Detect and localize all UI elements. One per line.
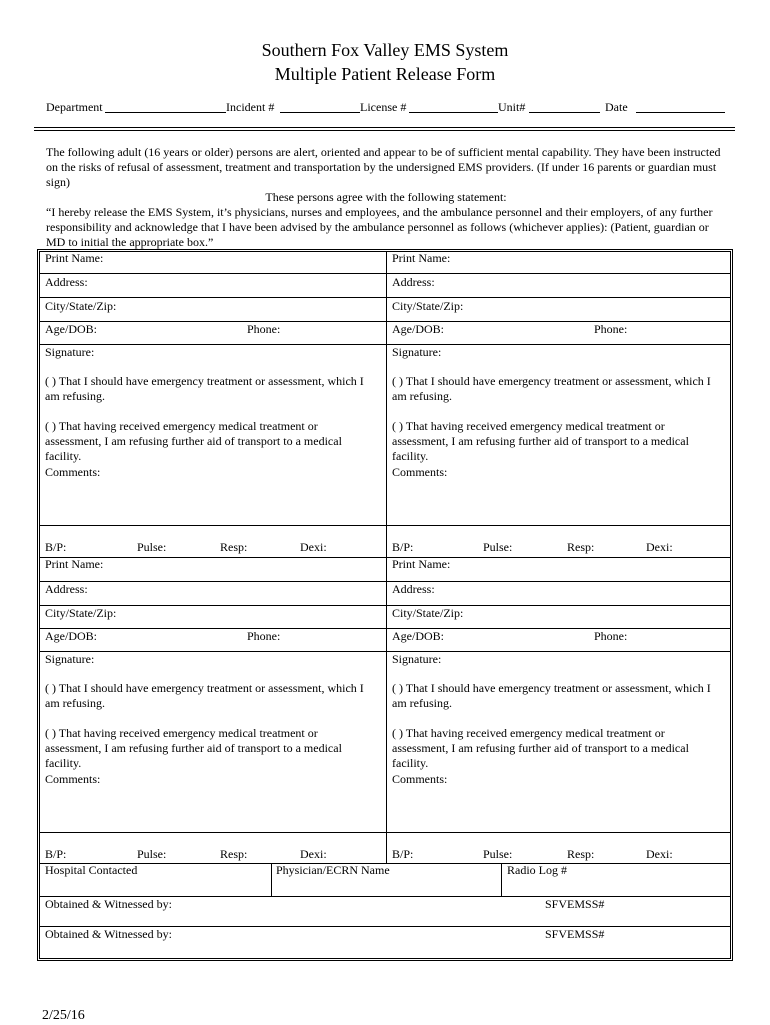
row-rule (40, 605, 730, 606)
p4-bp[interactable]: B/P: (392, 847, 414, 861)
row-rule (40, 344, 730, 345)
unit-field[interactable] (529, 112, 600, 113)
p2-pulse[interactable]: Pulse: (483, 540, 513, 554)
p1-city-state-zip[interactable]: City/State/Zip: (45, 299, 117, 313)
p2-resp[interactable]: Resp: (567, 540, 595, 554)
p2-address[interactable]: Address: (392, 275, 435, 289)
p4-dexi[interactable]: Dexi: (646, 847, 673, 861)
header-rule-bottom (34, 130, 735, 131)
p3-comments[interactable]: Comments: (45, 772, 101, 786)
p2-dexi[interactable]: Dexi: (646, 540, 673, 554)
obtained-witnessed-1[interactable]: Obtained & Witnessed by: (45, 897, 172, 911)
department-label: Department (46, 100, 103, 114)
p3-pulse[interactable]: Pulse: (137, 847, 167, 861)
row-rule (40, 832, 730, 833)
p2-option-refuse-treatment[interactable]: ( ) That I should have emergency treatment or assessment, which I am refusing. (392, 374, 711, 403)
radio-log[interactable]: Radio Log # (507, 863, 567, 877)
p4-city-state-zip[interactable]: City/State/Zip: (392, 606, 464, 620)
p1-bp[interactable]: B/P: (45, 540, 67, 554)
p4-pulse[interactable]: Pulse: (483, 847, 513, 861)
p1-pulse[interactable]: Pulse: (137, 540, 167, 554)
p2-city-state-zip[interactable]: City/State/Zip: (392, 299, 464, 313)
p3-resp[interactable]: Resp: (220, 847, 248, 861)
p2-comments[interactable]: Comments: (392, 465, 448, 479)
p1-address[interactable]: Address: (45, 275, 88, 289)
p1-signature[interactable]: Signature: (45, 345, 95, 359)
p2-phone[interactable]: Phone: (594, 322, 628, 336)
intro-paragraph: The following adult (16 years or older) persons are alert, oriented and appear to be of sufficient mental capability. They have been instructed on the risks of refusal of assessment, treatment and transportation by the undersigned EMS providers. (If under 16 parents or guardian must sign) (46, 145, 721, 189)
row-rule (40, 581, 730, 582)
header-fields (46, 99, 736, 115)
sfvemss-number-1[interactable]: SFVEMSS# (545, 897, 605, 911)
row-rule (40, 651, 730, 652)
p4-option-refuse-treatment[interactable]: ( ) That I should have emergency treatment or assessment, which I am refusing. (392, 681, 711, 710)
p3-dexi[interactable]: Dexi: (300, 847, 327, 861)
p4-comments[interactable]: Comments: (392, 772, 448, 786)
obtained-witnessed-2[interactable]: Obtained & Witnessed by: (45, 927, 172, 941)
hospital-contacted[interactable]: Hospital Contacted (45, 863, 138, 877)
row-rule (40, 273, 730, 274)
p4-print-name[interactable]: Print Name: (392, 557, 451, 571)
department-field[interactable] (105, 112, 226, 113)
sfvemss-number-2[interactable]: SFVEMSS# (545, 927, 605, 941)
p3-option-refuse-treatment[interactable]: ( ) That I should have emergency treatment or assessment, which I am refusing. (45, 681, 364, 710)
row-rule (40, 557, 730, 558)
column-rule (501, 863, 502, 896)
date-label: Date (605, 100, 628, 114)
license-field[interactable] (409, 112, 498, 113)
p1-age-dob[interactable]: Age/DOB: (45, 322, 97, 336)
unit-label: Unit# (498, 100, 526, 114)
revision-date: 2/25/16 (42, 1008, 85, 1023)
p1-print-name[interactable]: Print Name: (45, 251, 104, 265)
p3-print-name[interactable]: Print Name: (45, 557, 104, 571)
p2-print-name[interactable]: Print Name: (392, 251, 451, 265)
p3-bp[interactable]: B/P: (45, 847, 67, 861)
column-rule (271, 863, 272, 896)
release-quote: “I hereby release the EMS System, it’s physicians, nurses and employees, and the ambulance personnel and their employers, of any further responsibility and acknowledge that I have been advised by the ambulance personnel as follows (whichever applies): (Patient, guardian or MD to initial the appropriate box.” (46, 205, 713, 249)
p4-resp[interactable]: Resp: (567, 847, 595, 861)
row-rule (40, 297, 730, 298)
date-field[interactable] (636, 112, 725, 113)
incident-label: Incident # (226, 100, 275, 114)
header-rule-top (34, 127, 735, 128)
p1-phone[interactable]: Phone: (247, 322, 281, 336)
p2-signature[interactable]: Signature: (392, 345, 442, 359)
p4-option-refuse-transport[interactable]: ( ) That having received emergency medical treatment or assessment, I am refusing further aid of transport to a medical facility. (392, 726, 689, 770)
p4-address[interactable]: Address: (392, 582, 435, 596)
p3-option-refuse-transport[interactable]: ( ) That having received emergency medical treatment or assessment, I am refusing further aid of transport to a medical facility. (45, 726, 342, 770)
p2-option-refuse-transport[interactable]: ( ) That having received emergency medical treatment or assessment, I am refusing further aid of transport to a medical facility. (392, 419, 689, 463)
column-rule (386, 252, 387, 832)
license-label: License # (360, 100, 407, 114)
form-subtitle: Multiple Patient Release Form (274, 64, 496, 84)
p1-option-refuse-treatment[interactable]: ( ) That I should have emergency treatment or assessment, which I am refusing. (45, 374, 364, 403)
p1-comments[interactable]: Comments: (45, 465, 101, 479)
p3-address[interactable]: Address: (45, 582, 88, 596)
form-title: Southern Fox Valley EMS System (261, 40, 509, 60)
row-rule (40, 525, 730, 526)
p3-signature[interactable]: Signature: (45, 652, 95, 666)
column-rule (386, 832, 387, 863)
p2-bp[interactable]: B/P: (392, 540, 414, 554)
p1-option-refuse-transport[interactable]: ( ) That having received emergency medical treatment or assessment, I am refusing further aid of transport to a medical facility. (45, 419, 342, 463)
p4-age-dob[interactable]: Age/DOB: (392, 629, 444, 643)
p3-age-dob[interactable]: Age/DOB: (45, 629, 97, 643)
p4-signature[interactable]: Signature: (392, 652, 442, 666)
p2-age-dob[interactable]: Age/DOB: (392, 322, 444, 336)
p1-resp[interactable]: Resp: (220, 540, 248, 554)
p4-phone[interactable]: Phone: (594, 629, 628, 643)
p3-phone[interactable]: Phone: (247, 629, 281, 643)
p1-dexi[interactable]: Dexi: (300, 540, 327, 554)
physician-ecrn-name[interactable]: Physician/ECRN Name (276, 863, 390, 877)
p3-city-state-zip[interactable]: City/State/Zip: (45, 606, 117, 620)
agree-statement: These persons agree with the following statement: (265, 190, 507, 204)
incident-field[interactable] (280, 112, 360, 113)
intro-text (46, 145, 726, 250)
